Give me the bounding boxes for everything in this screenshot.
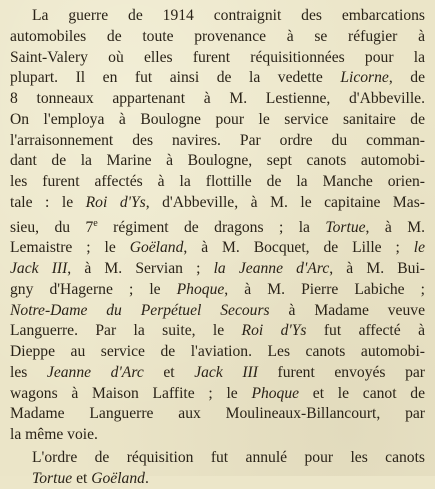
paragraph-requisition-history xyxy=(10,6,425,446)
text-run: . xyxy=(144,469,149,487)
italic-text: Tortue xyxy=(32,469,73,487)
text-line xyxy=(10,469,425,489)
text-line xyxy=(10,321,425,342)
text-run: Lemaistre ; le xyxy=(10,239,130,257)
text-line xyxy=(10,89,425,110)
text-run: et le canot de xyxy=(299,384,425,402)
text-line xyxy=(10,151,425,172)
text-run: automobiles de toute provenance à se réfugier à xyxy=(10,27,425,45)
italic-text: Jeanne d'Arc xyxy=(46,363,144,381)
text-line xyxy=(10,384,425,405)
text-line xyxy=(10,238,425,259)
italic-text: Roi d'Ys xyxy=(85,193,146,211)
text-run: Saint-Valery où elles furent réquisitionnées pour la xyxy=(10,48,425,66)
text-run: , à M. xyxy=(365,218,425,236)
text-run: Madame Languerre aux Moulineaux-Billancourt, par xyxy=(10,405,425,423)
text-run: Dieppe au service de l'aviation. Les canots automobi- xyxy=(10,343,425,361)
text-run: , à M. Servian ; xyxy=(67,260,214,278)
text-line xyxy=(10,48,425,69)
italic-text: Jack III xyxy=(10,260,68,278)
text-run: les xyxy=(10,363,47,381)
text-run: , d'Abbeville, à M. le capitaine Mas- xyxy=(145,193,425,211)
text-line xyxy=(10,404,425,425)
text-run: gny d'Hagerne ; le xyxy=(10,280,177,298)
text-run: 8 tonneaux appartenant à M. Lestienne, d'Abbeville. xyxy=(10,90,425,107)
text-line xyxy=(10,6,425,27)
text-line xyxy=(10,425,425,446)
text-line xyxy=(10,172,425,193)
text-line xyxy=(10,259,425,280)
text-run: wagons à Maison Laffite ; le xyxy=(10,384,252,402)
text-run: Languerre. Par la suite, le xyxy=(10,322,242,340)
text-run: à Madame veuve xyxy=(269,301,425,319)
italic-text: Goëland xyxy=(91,469,145,487)
text-run: et xyxy=(143,363,195,381)
text-run: et xyxy=(72,469,92,487)
text-line xyxy=(10,68,425,89)
text-line xyxy=(10,110,425,131)
text-run: la même voie. xyxy=(10,426,98,444)
text-run: les furent affectés à la flottille de la Manche orien- xyxy=(10,173,425,190)
superscript-text: e xyxy=(93,217,98,229)
text-run: plupart. Il en fut ainsi de la vedette xyxy=(10,69,341,87)
text-run: La guerre de 1914 contraignit des embarcations xyxy=(32,7,425,24)
text-line xyxy=(10,363,425,384)
italic-text: Licorne xyxy=(340,69,389,87)
text-line xyxy=(10,131,425,152)
text-run: , de xyxy=(388,69,425,87)
text-run: L'ordre de réquisition fut annulé pour les canots xyxy=(32,448,425,466)
italic-text: le xyxy=(413,239,425,257)
text-run: , à M. Pierre Labiche ; xyxy=(224,280,425,298)
text-run: furent envoyés par xyxy=(257,363,425,381)
text-run: , à M. Bui- xyxy=(329,260,425,278)
text-run: tale : le xyxy=(10,193,86,211)
text-run: l'arraisonnement des navires. Par ordre du comman- xyxy=(10,131,425,149)
text-run: fut affecté à xyxy=(306,322,425,340)
text-line xyxy=(10,214,425,239)
italic-text: Jack III xyxy=(194,363,258,381)
italic-text: Phoque xyxy=(251,384,300,402)
italic-text: Roi d'Ys xyxy=(241,322,307,340)
text-line xyxy=(10,280,425,301)
text-run: régiment de dragons ; la xyxy=(97,218,326,236)
text-run: , à M. Bocquet, de Lille ; xyxy=(183,239,414,257)
text-run: On l'employa à Boulogne pour le service sanitaire de xyxy=(10,110,425,128)
text-line xyxy=(10,27,425,48)
italic-text: la Jeanne d'Arc xyxy=(213,260,330,278)
paragraph-requisition-annulled xyxy=(10,448,425,489)
italic-text: Phoque xyxy=(176,280,225,298)
text-line xyxy=(10,193,425,214)
text-line xyxy=(10,448,425,469)
italic-text: Notre-Dame du Perpétuel Secours xyxy=(10,301,270,319)
italic-text: Tortue xyxy=(325,218,366,236)
text-run: dant de la Marine à Boulogne, sept canots automobi- xyxy=(10,152,425,170)
italic-text: Goëland xyxy=(129,239,184,257)
text-line xyxy=(10,301,425,322)
text-run: sieu, du 7 xyxy=(10,218,94,236)
text-line xyxy=(10,342,425,363)
